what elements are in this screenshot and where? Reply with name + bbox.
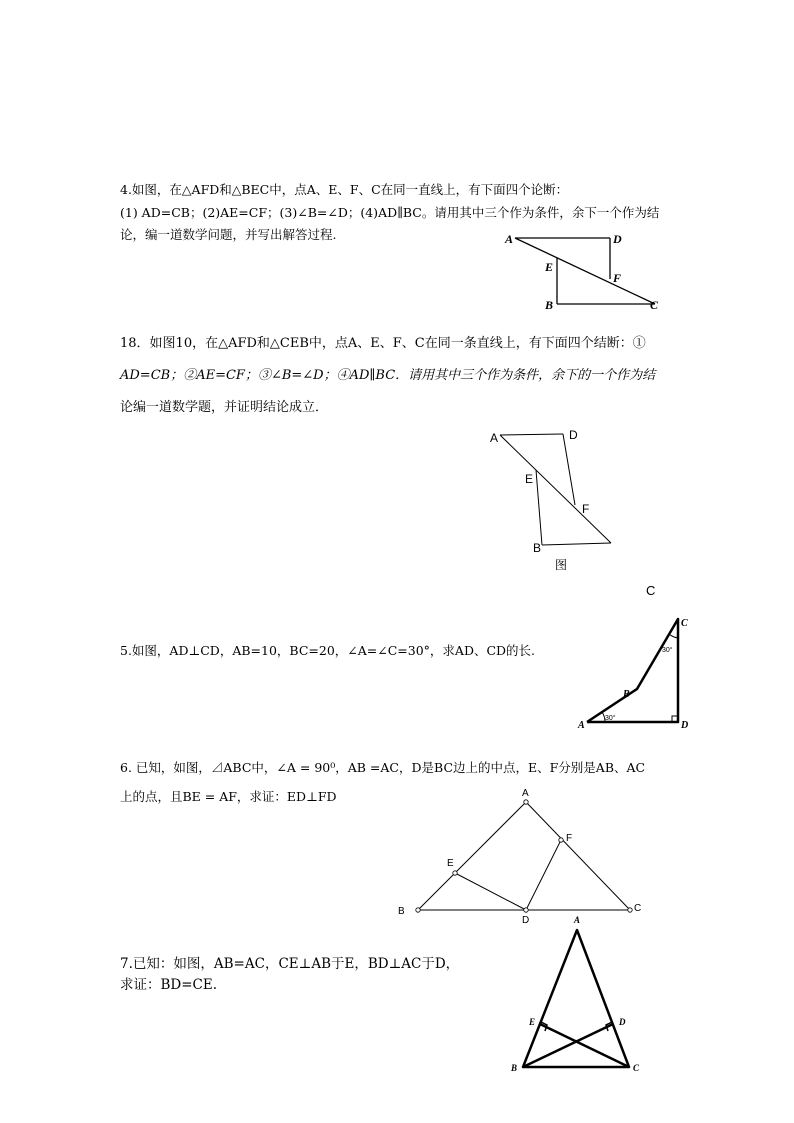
p7-line-1: 7.已知：如图，AB=AC，CE⊥AB于E，BD⊥AC于D， (120, 956, 460, 972)
p7-label-e: E (529, 1017, 536, 1027)
p5-label-c: C (681, 618, 688, 629)
p4-line-2: (1) AD=CB；(2)AE=CF；(3)∠B=∠D；(4)AD∥BC。请用其中三个作为条件，余下一个作为结 (120, 205, 660, 220)
p18-caption: 图 (555, 558, 568, 572)
p5-stray-label: C (646, 583, 656, 598)
p4-line-1: 4.如图，在△AFD和△BEC中，点A、E、F、C在同一直线上，有下面四个论断： (120, 182, 569, 197)
p5-label-d: D (681, 720, 689, 731)
p18-line-2: AD=CB；②AE=CF；③∠B=∠D；④AD∥BC．请用其中三个作为条件，余下的一个作为结 (120, 368, 656, 383)
p18-label-b: B (533, 541, 542, 555)
p18-line-3: 论编一道数学题，并证明结论成立． (120, 400, 329, 415)
p5-label-a: A (578, 720, 585, 731)
p4-label-d: D (613, 232, 622, 246)
p5-angle-a: 30° (605, 715, 616, 722)
p7-label-a: A (574, 915, 581, 925)
p18-figure (485, 425, 620, 575)
p18-line-1: 18．如图10，在△AFD和△CEB中，点A、E、F、C在同一条直线上，有下面四个结断：① (120, 336, 646, 351)
p4-label-b: B (545, 298, 554, 312)
p6-label-d: D (522, 915, 530, 926)
p4-label-f: F (613, 271, 622, 285)
p7-line-2: 求证：BD=CE. (120, 977, 218, 993)
p7-figure (505, 912, 655, 1077)
p6-figure (390, 785, 660, 925)
p5-angle-c: 30° (662, 647, 673, 654)
p4-line-3: 论，编一道数学问题，并写出解答过程. (120, 227, 337, 242)
p5-figure (575, 612, 695, 732)
p6-label-e: E (447, 858, 454, 869)
p5-label-b: B (623, 689, 630, 700)
p7-label-b: B (511, 1063, 518, 1073)
p7-label-d: D (619, 1017, 626, 1027)
p4-label-c: C (650, 298, 659, 312)
p6-line-2: 上的点，且BE = AF，求证：ED⊥FD (120, 789, 337, 804)
p5-line-1: 5.如图，AD⊥CD，AB=10，BC=20，∠A=∠C=30°，求AD、CD的长. (120, 643, 536, 658)
p4-label-a: A (505, 232, 514, 246)
p7-label-c: C (633, 1063, 640, 1073)
p6-label-b: B (398, 906, 405, 917)
p6-label-a: A (522, 788, 529, 799)
p18-label-d: D (569, 428, 578, 442)
p6-label-c: C (634, 903, 642, 914)
p18-label-a: A (490, 431, 499, 445)
p4-figure (500, 225, 670, 320)
p18-label-e: E (525, 472, 534, 486)
p6-line-1: 6. 已知，如图，⊿ABC中，∠A = 90⁰，AB =AC，D是BC边上的中点，E、F分别是AB、AC (120, 760, 646, 775)
p18-label-f: F (582, 502, 590, 516)
p4-label-e: E (545, 260, 554, 274)
p6-label-f: F (566, 833, 573, 844)
